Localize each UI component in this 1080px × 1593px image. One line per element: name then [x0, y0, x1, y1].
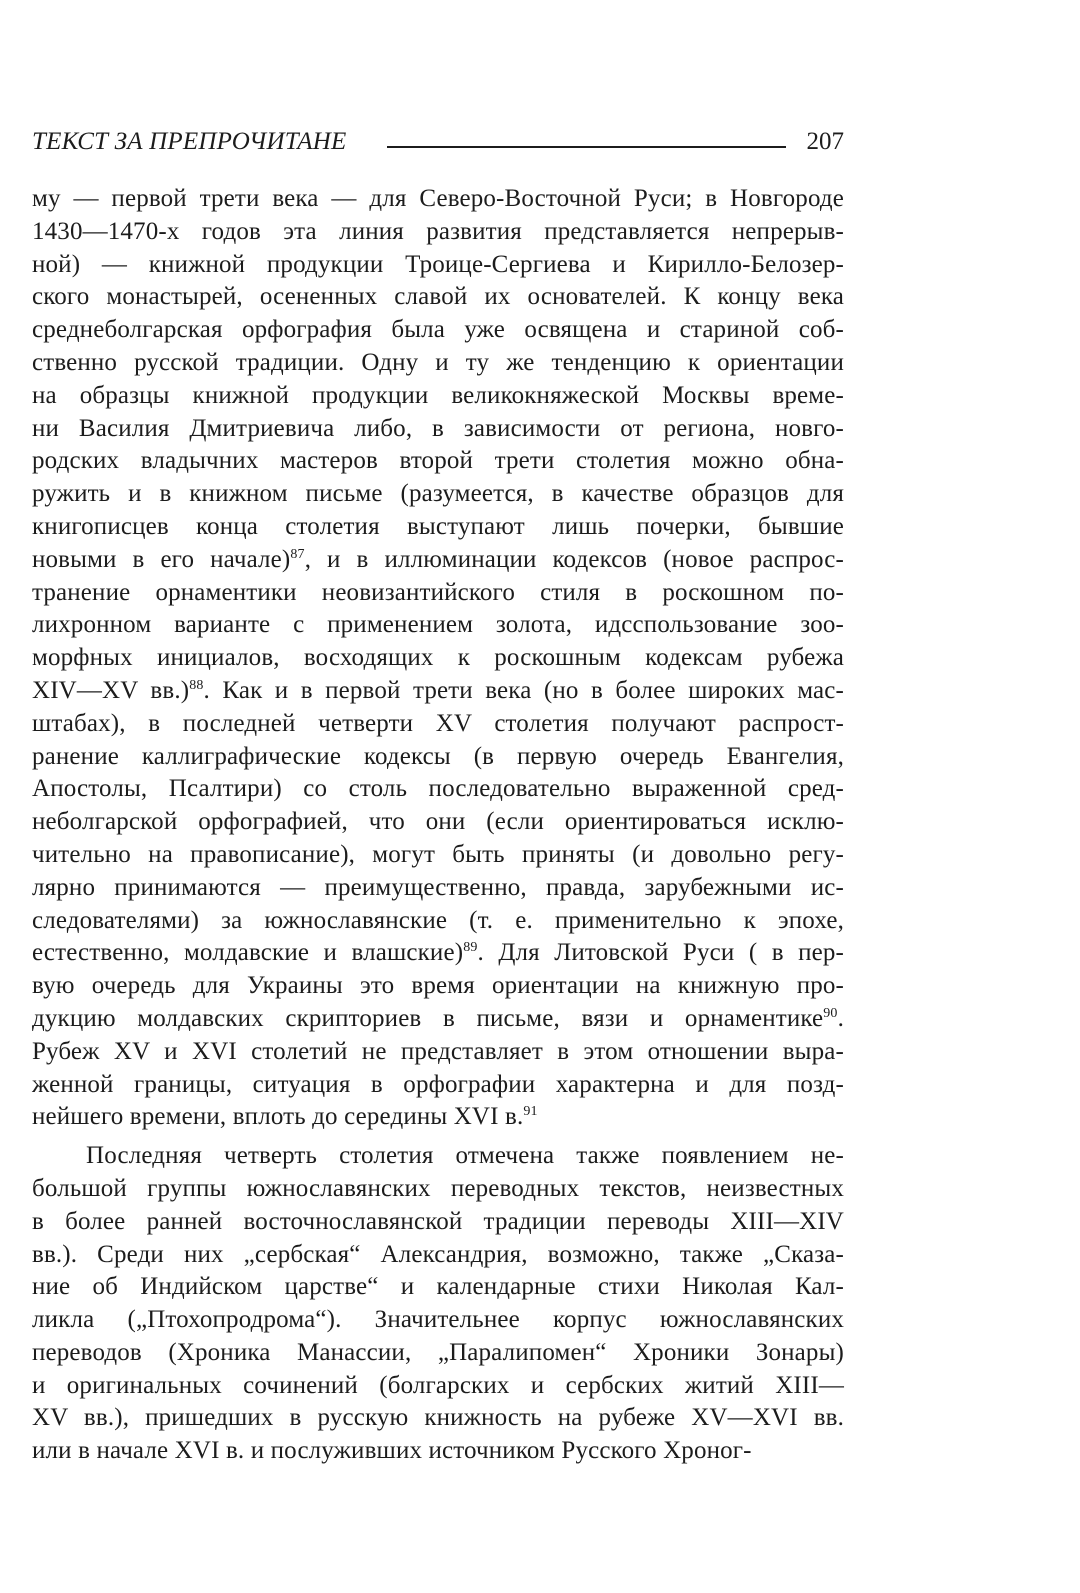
- line-text: , и в иллюминации кодексов (новое распрос-: [304, 545, 844, 573]
- text-line: неболгарской орфографией, что они (если ориентироваться исклю-: [32, 808, 844, 836]
- text-line: чительно на правописание), могут быть приняты (и довольно регу-: [32, 840, 844, 868]
- line-text: . Как и в первой трети века (но в более широких мас-: [203, 676, 844, 704]
- text-line: [32, 544, 844, 577]
- text-line: Апостолы, Псалтири) со столь последовательно выраженной сред-: [32, 775, 844, 803]
- footnote-ref: 89: [463, 940, 478, 956]
- text-line: ственно русской традиции. Одну и ту же тенденцию к ориентации: [32, 348, 844, 376]
- text-line: ликла („Птохопродрома“). Значительнее корпус южнославянских: [32, 1306, 844, 1334]
- text-line: [32, 1003, 844, 1036]
- line-text: новыми в его начале): [32, 545, 291, 573]
- line-text: . Для Литовской Руси ( в пер-: [477, 939, 844, 967]
- text-line: вв.). Среди них „сербская“ Александрия, возможно, также „Сказа-: [32, 1240, 844, 1268]
- text-line: и оригинальных сочинений (болгарских и сербских житий XIII—: [32, 1371, 844, 1399]
- text-line: большой группы южнославянских переводных текстов, неизвестных: [32, 1174, 844, 1202]
- text-line: следователями) за южнославянские (т. е. применительно к эпохе,: [32, 906, 844, 934]
- text-line: му — первой трети века — для Северо-Восточной Руси; в Новгороде: [32, 185, 844, 212]
- body-text: [32, 183, 844, 1468]
- text-line: транение орнаментики неовизантийского стиля в роскошном по-: [32, 578, 844, 606]
- text-line: женной границы, ситуация в орфографии характерна и для позд-: [32, 1070, 844, 1098]
- text-line: 1430—1470-х годов эта линия развития представляется непрерыв-: [32, 217, 844, 245]
- running-head-title: ТЕКСТ ЗА ПРЕПРОЧИТАНЕ: [32, 128, 347, 155]
- footnote-ref: 90: [823, 1005, 838, 1021]
- footnote-ref: 87: [290, 546, 305, 562]
- line-text: естественно, молдавские и влашские): [32, 939, 464, 967]
- paragraph-1: [32, 183, 844, 1134]
- text-line: на образцы книжной продукции великокняжеской Москвы време-: [32, 381, 844, 409]
- line-text: .: [837, 1004, 844, 1032]
- paragraph-2: [32, 1140, 844, 1468]
- text-line: лихронном варианте с применением золота, идсспользование зоо-: [32, 611, 844, 639]
- text-line: Рубеж XV и XVI столетий не представляет в этом отношении выра-: [32, 1037, 844, 1065]
- text-line: вую очередь для Украины это время ориентации на книжную про-: [32, 972, 844, 1000]
- text-line: Последняя четверть столетия отмечена также появлением не-: [86, 1142, 844, 1170]
- text-line: ского монастырей, осененных славой их основателей. К концу века: [32, 283, 844, 311]
- footnote-ref: 91: [523, 1104, 538, 1120]
- text-line: книгописцев конца столетия выступают лишь почерки, бывшие: [32, 512, 844, 540]
- text-line: штабах), в последней четверти XV столетия получают распрост-: [32, 709, 844, 737]
- text-line: ранение каллиграфические кодексы (в первую очередь Евангелия,: [32, 742, 844, 770]
- running-header: [32, 124, 844, 168]
- line-text: XIV—XV вв.): [32, 676, 190, 704]
- text-line: [32, 937, 844, 970]
- text-line: родских владычних мастеров второй трети столетия можно обна-: [32, 447, 844, 475]
- text-line: переводов (Хроника Манассии, „Паралипомен“ Хроники Зонары): [32, 1338, 844, 1366]
- text-line: ни Василия Дмитриевича либо, в зависимости от региона, новго-: [32, 414, 844, 442]
- text-line: среднеболгарская орфография была уже освящена и стариной соб-: [32, 316, 844, 344]
- text-line: [32, 1101, 844, 1134]
- header-rule: [387, 146, 786, 148]
- line-text: нейшего времени, вплоть до середины XVI в.: [32, 1103, 524, 1131]
- page-number: 207: [806, 128, 844, 155]
- line-text: дукцию молдавских скрипториев в письме, вязи и орнаментике: [32, 1004, 824, 1032]
- text-line: или в начале XVI в. и послуживших источником Русского Хроног-: [32, 1437, 752, 1465]
- text-line: [32, 675, 844, 708]
- text-line: лярно принимаются — преимущественно, правда, зарубежными ис-: [32, 873, 844, 901]
- text-line: в более ранней восточнославянской традиции переводы XIII—XIV: [32, 1207, 844, 1235]
- text-line: морфных инициалов, восходящих к роскошным кодексам рубежа: [32, 644, 844, 672]
- text-line: ной) — книжной продукции Троице-Сергиева и Кирилло-Белозер-: [32, 250, 844, 278]
- text-line: XV вв.), пришедших в русскую книжность на рубеже XV—XVI вв.: [32, 1404, 844, 1432]
- footnote-ref: 88: [189, 677, 204, 693]
- text-line: ружить и в книжном письме (разумеется, в качестве образцов для: [32, 480, 844, 508]
- text-line: ние об Индийском царстве“ и календарные стихи Николая Кал-: [32, 1273, 844, 1301]
